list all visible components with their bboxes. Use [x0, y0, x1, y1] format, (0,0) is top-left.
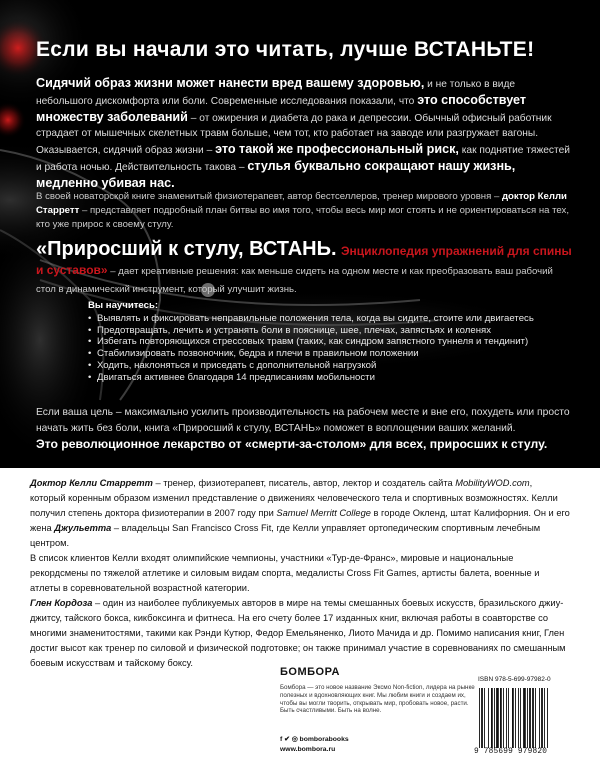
author-name: доктор Келли Старретт [36, 191, 567, 216]
author-intro-paragraph [36, 190, 574, 232]
list-item: • Избегать повторяющихся стрессовых травм (таких, как синдром запястного туннеля и тендинит) [88, 336, 574, 348]
author-bio [30, 476, 570, 671]
book-subtitle: Энциклопедия упражнений для спины и суставов» [36, 244, 572, 277]
intro-text-3: как поднятие тяжестей и работа ночью. Действительность такова – [36, 145, 570, 173]
intro-bold-2: это способствует множеству заболеваний [36, 92, 527, 124]
bio-paragraph-glen [30, 596, 570, 671]
headline: Если вы начали это читать, лучше ВСТАНЬТЕ! [36, 38, 535, 61]
bio-text: в городе Окленд, штат Калифорния. Он и его жена [30, 508, 570, 533]
bio-college: Samuel Merritt College [276, 508, 371, 518]
publisher-logo: БОМБОРА [280, 666, 340, 678]
list-item: • Выявлять и фиксировать неправильные положения тела, когда вы сидите, стоите или двигаетесь [88, 313, 574, 325]
author-intro-text-2: – представляет подробный план битвы во имя того, чтобы весь мир мог стоять и не ориентироваться на тех, кто уже прирос к своему стулу. [36, 205, 569, 230]
publisher-site: www.bombora.ru [280, 746, 336, 753]
bio-text: – владельцы San Francisco Cross Fit, где Келли управляет ортопедическим спортивным лечебным центром. [30, 523, 541, 548]
learn-list-block [88, 300, 574, 383]
bio-name-juliet: Джульетта [54, 523, 112, 533]
bio-paragraph-clients: В список клиентов Келли входят олимпийские чемпионы, участники «Тур-де-Франс», мировые и национальные рекордсмены по тяжелой атлетике и силовым видам спорта, медалисты Cross Fit Games, артисты балета, военные и атлеты в соревновательной возрастной категории. [30, 553, 540, 593]
author-intro-text-1: В своей новаторской книге знаменитый физиотерапевт, автор бестселлеров, тренер мирового уровня – [36, 191, 502, 202]
intro-bold-4: стулья буквально сокращают нашу жизнь, медленно убивая нас. [36, 158, 516, 190]
bio-name-kelly: Доктор Келли Старретт [30, 478, 153, 488]
intro-bold-1: Сидячий образ жизни может нанести вред вашему здоровью, [36, 76, 425, 90]
bio-text: , который коренным образом изменил представление о движениях человеческого тела и спортивных возможностях. Келли получил степень доктора физиотерапии в 2007 году при [30, 478, 558, 518]
bio-text: – тренер, физиотерапевт, писатель, автор, лектор и создатель сайта [152, 478, 456, 488]
list-item: • Предотвращать, лечить и устранять боли в пояснице, шее, плечах, запястьях и коленях [88, 325, 574, 337]
learn-title: Вы научитесь: [88, 300, 159, 311]
barcode-number: 9 785699 979820 [474, 748, 548, 756]
bio-text: – один из наиболее публикуемых авторов в мире на темы смешанных боевых искусств, бразильского джиу-джитсу, тайского бокса, кикбоксинга и фитнеса. На его счету более 17 изданных книг, включая работы в соавторстве со многими знаменитостями, такими как Рэнди Кутюр, Федор Емельяненко, Лиото Мачида и др. Помимо написания книг, Глен достиг высот как тренер по силовой и физической подготовке; он также принимал участие в соревнованиях по смешанным боевым искусствам и тайскому боксу. [30, 598, 566, 668]
bio-paragraph-kelly [30, 476, 570, 551]
bio-name-glen: Глен Кордоза [30, 598, 93, 608]
isbn-text: ISBN 978-5-699-97982-0 [478, 676, 551, 683]
intro-paragraph [36, 76, 574, 193]
book-description: – дает креативные решения: как меньше сидеть на одном месте и как преобразовать ваш рабочий стол в динамический инструмент, который улучшит жизнь. [36, 266, 553, 295]
barcode [478, 688, 564, 748]
intro-text-1: и не только в виде небольшого дискомфорта или боли. Современные исследования показали, что [36, 79, 516, 107]
learn-list [88, 313, 574, 383]
intro-text-2: – от ожирения и диабета до рака и депрессии. Обычный офисный работник страдает от мышечных скелетных травм больше, чем тот, кто работает на заводе или разгружает вагоны. Оказывается, сидячий образ жизни – [36, 112, 552, 157]
book-title-block [36, 238, 574, 297]
list-item: • Стабилизировать позвоночник, бедра и плечи в правильном положении [88, 348, 574, 360]
social-links: f ✔ ◎ bomborabooks [280, 736, 349, 743]
goal-paragraph: Если ваша цель – максимально усилить производительность на рабочем месте и вне его, похудеть или просто начать жить без боли, книга «Приросший к стулу, ВСТАНЬ» поможет в воплощении ваших желаний. [36, 407, 570, 434]
intro-bold-3: это такой же профессиональный риск, [215, 142, 459, 157]
publisher-block [280, 666, 480, 715]
bio-site: MobilityWOD.com [455, 478, 530, 488]
closing-statement: Это революционное лекарство от «смерти-за-столом» для всех, приросших к стулу. [36, 437, 548, 451]
list-item: • Двигаться активнее благодаря 14 предписаниям мобильности [88, 372, 574, 384]
publisher-text: Бомбора — это новое название Эксмо Non-fiction, лидера на рынке полезных и вдохновляющих книг. Мы любим книги и создаем их, чтобы вы могли творить, открывать мир, пробовать новое, расти. Быть счастливыми. Быть на волне. [280, 684, 475, 715]
list-item: • Ходить, наклоняться и приседать с дополнительной нагрузкой [88, 360, 574, 372]
book-title: «Приросший к стулу, ВСТАНЬ. [36, 238, 337, 260]
